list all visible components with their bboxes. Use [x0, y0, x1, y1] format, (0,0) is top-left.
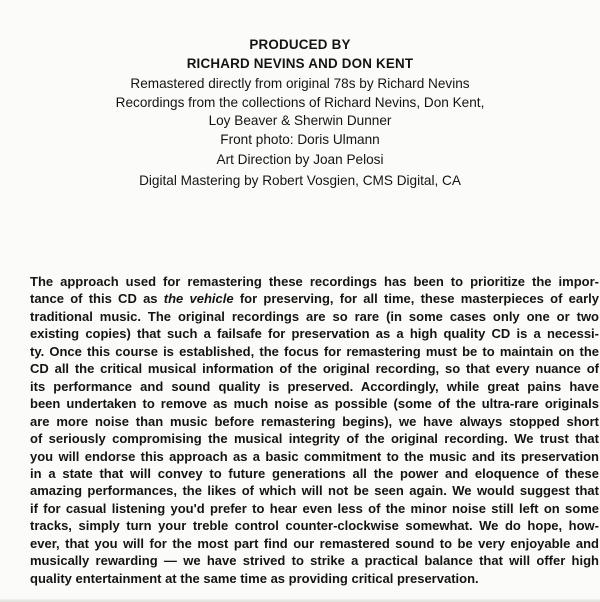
recordings-credit-line-1: Recordings from the collections of Richard Nevins, Don Kent,	[115, 94, 485, 110]
notes-line: if for casual listening you'd prefer to hear even less of the minor noise still left on some	[30, 500, 599, 516]
produced-by-heading: PRODUCED BY	[249, 37, 351, 52]
art-direction-credit: Art Direction by Joan Pelosi	[216, 152, 384, 167]
notes-line: you will endorse this approach as a basic commitment to the music and its preservation	[30, 448, 599, 464]
notes-line: been undertaken to remove as much noise as possible (some of the ultra-rare originals	[30, 396, 599, 412]
digital-mastering-credit: Digital Mastering by Robert Vosgien, CMS Digital, CA	[139, 172, 461, 188]
remastering-notes	[30, 273, 599, 587]
notes-line: The approach used for remastering these recordings has been to prioritize the impor-	[30, 274, 599, 289]
notes-line-part: for preserving, for all time, these masterpieces of early	[233, 291, 599, 307]
credits-block	[0, 36, 600, 190]
notes-line	[30, 290, 599, 307]
notes-line: tracks, simply turn your treble control counter-clockwise somewhat. We do hope, how-	[30, 518, 599, 534]
notes-line: existing copies) that such a failsafe for preservation as a high quality CD is a necessi-	[30, 326, 599, 342]
recordings-credit-line-2: Loy Beaver & Sherwin Dunner	[208, 113, 392, 128]
remastered-credit: Remastered directly from original 78s by Richard Nevins	[130, 76, 470, 91]
front-photo-credit: Front photo: Doris Ulmann	[220, 131, 380, 147]
notes-line: traditional music. The original recordings are so rare (in some cases only one or two	[30, 308, 599, 324]
notes-line: quality entertainment at the same time as providing critical preservation.	[30, 570, 479, 586]
notes-line: in a state that will convey to future generations all the power and eloquence of these	[30, 465, 599, 481]
notes-line: are more noise than music before remastering begins), we have always stopped short	[30, 413, 599, 429]
notes-line: its performance and sound quality is preserved. Accordingly, while great pains have	[30, 378, 599, 394]
notes-line: musically rewarding — we have strived to strike a practical balance that will offer high	[30, 553, 599, 569]
producers-names: RICHARD NEVINS AND DON KENT	[186, 55, 414, 71]
notes-line: ever, that you will for the most part find our remastered sound to be very enjoyable and	[30, 535, 599, 551]
notes-line: of seriously compromising the musical integrity of the original recording. We trust that	[30, 431, 599, 447]
notes-line: ty. Once this course is established, the focus for remastering must be to maintain on the	[30, 343, 599, 359]
notes-line: amazing performances, the likes of which will not be seen again. We would suggest that	[30, 483, 599, 499]
notes-emphasis: the vehicle	[163, 291, 234, 307]
notes-line-part: tance of this CD as	[30, 291, 164, 307]
notes-line: CD all the critical musical information of the original recording, so that every nuance of	[30, 361, 599, 377]
